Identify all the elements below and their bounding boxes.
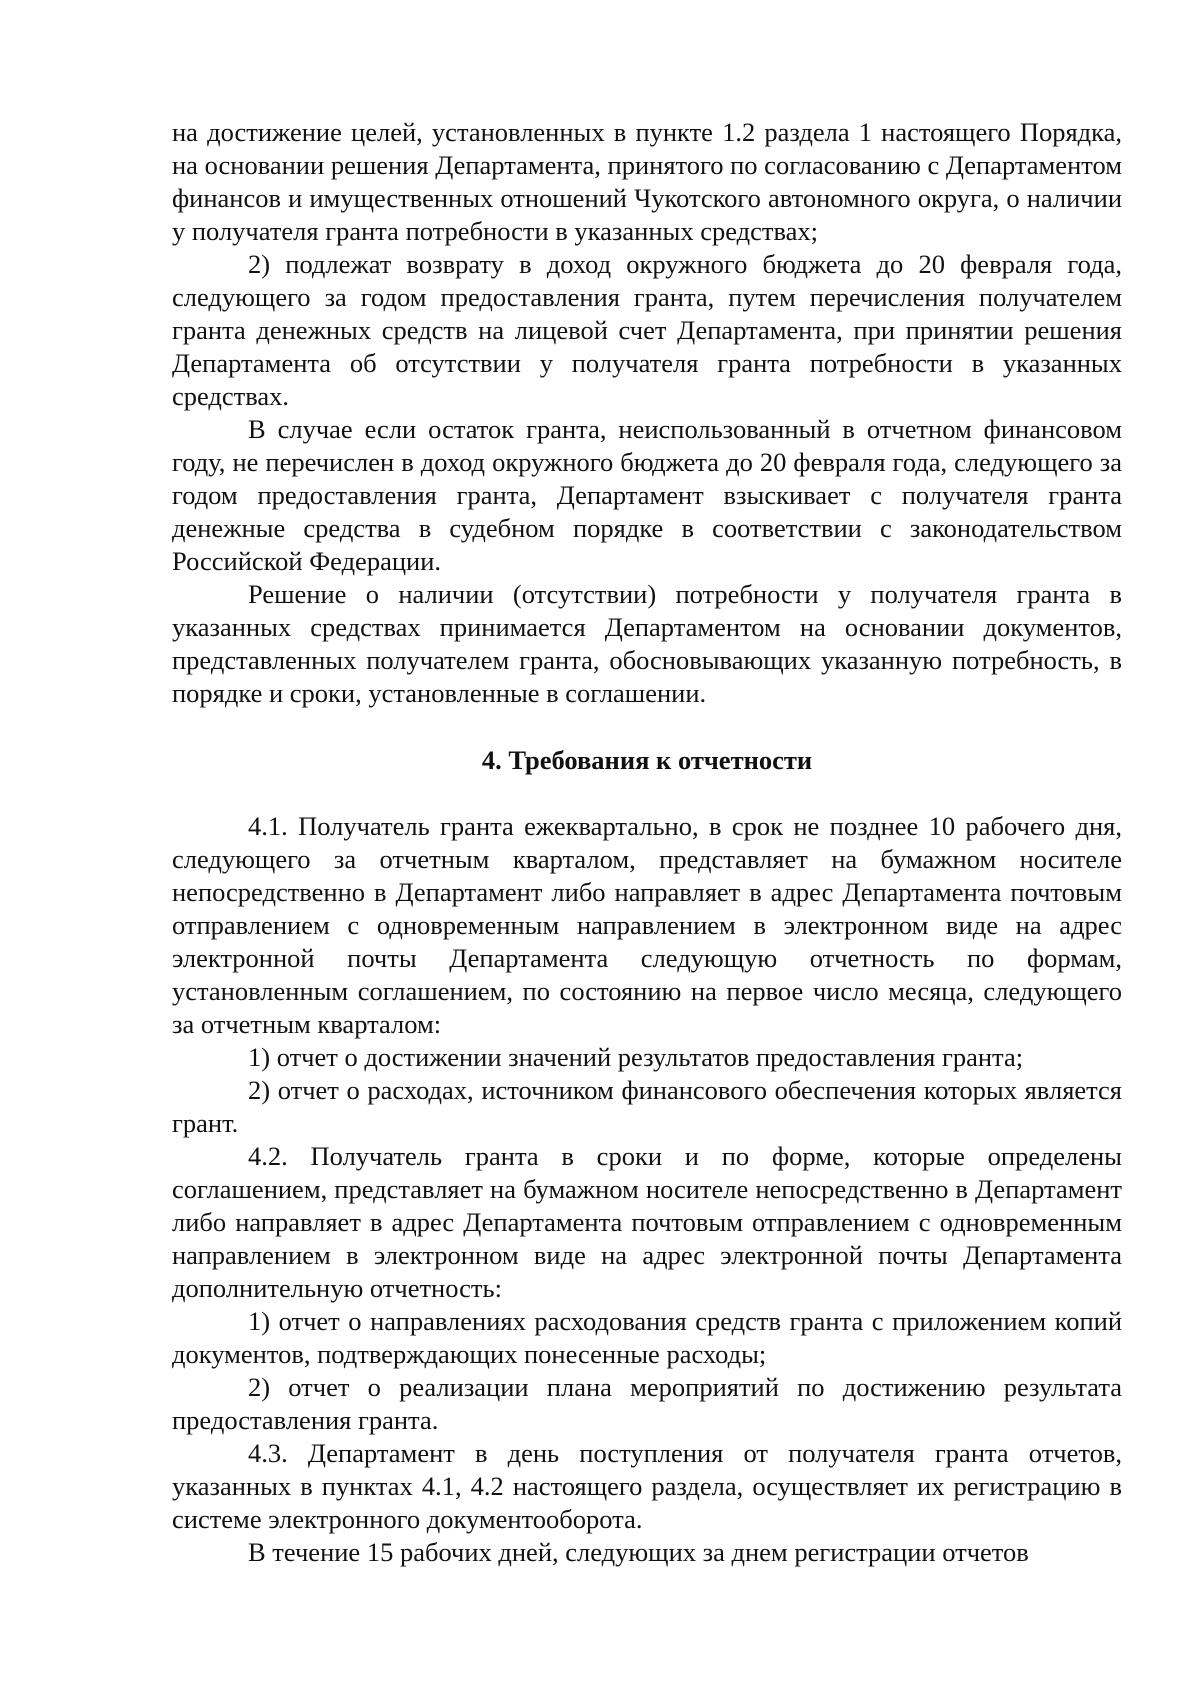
paragraph-need-decision: Решение о наличии (отсутствии) потребности у получателя гранта в указанных средствах принимается Департаментом на основании документов, представленных получателем гранта, обосновывающих указанную потребность, в порядке и сроки, установленные в соглашении.	[172, 579, 1122, 708]
paragraph-unreturned-balance: В случае если остаток гранта, неиспользованный в отчетном финансовом году, не перечислен в доход окружного бюджета до 20 февраля года, следующего за годом предоставления гранта, Департамент взыскивает с получателя гранта денежные средства в судебном порядке в соответствии с законодательством Российской Федерации.	[172, 414, 1122, 576]
list-item-4-1-1: 1) отчет о достижении значений результатов предоставления гранта;	[248, 1042, 1024, 1072]
paragraph-4-3: 4.3. Департамент в день поступления от получателя гранта отчетов, указанных в пунктах 4.1, 4.2 настоящего раздела, осуществляет их регистрацию в системе электронного документооборота.	[172, 1438, 1122, 1534]
paragraph-refund-item-2: 2) подлежат возврату в доход окружного бюджета до 20 февраля года, следующего за годом предоставления гранта, путем перечисления получателем гранта денежных средств на лицевой счет Департамента, при принятии решения Департамента об отсутствии у получателя гранта потребности в указанных средствах.	[172, 249, 1122, 411]
paragraph-4-1: 4.1. Получатель гранта ежеквартально, в срок не позднее 10 рабочего дня, следующего за отчетным кварталом, представляет на бумажном носителе непосредственно в Департамент либо направляет в адрес Департамента почтовым отправлением с одновременным направлением в электронном виде на адрес электронной почты Департамента следующую отчетность по формам, установленным соглашением, по состоянию на первое число месяца, следующего за отчетным кварталом:	[172, 811, 1122, 1039]
paragraph-review-period: В течение 15 рабочих дней, следующих за днем регистрации отчетов	[248, 1537, 1029, 1567]
paragraph-goals-continuation: на достижение целей, установленных в пункте 1.2 раздела 1 настоящего Порядка, на основании решения Департамента, принятого по согласованию с Департаментом финансов и имущественных отношений Чукотского автономного округа, о наличии у получателя гранта потребности в указанных средствах;	[172, 117, 1122, 246]
document-page	[172, 116, 1122, 1569]
paragraph-4-2: 4.2. Получатель гранта в сроки и по форме, которые определены соглашением, представляет на бумажном носителе непосредственно в Департамент либо направляет в адрес Департамента почтовым отправлением с одновременным направлением в электронном виде на адрес электронной почты Департамента дополнительную отчетность:	[172, 1141, 1122, 1303]
section-heading: 4. Требования к отчетности	[481, 745, 813, 775]
list-item-4-2-2: 2) отчет о реализации плана мероприятий по достижению результата предоставления гранта.	[172, 1372, 1122, 1435]
list-item-4-1-2: 2) отчет о расходах, источником финансового обеспечения которых является грант.	[172, 1075, 1122, 1138]
list-item-4-2-1: 1) отчет о направлениях расходования средств гранта с приложением копий документов, подтверждающих понесенные расходы;	[172, 1306, 1122, 1369]
